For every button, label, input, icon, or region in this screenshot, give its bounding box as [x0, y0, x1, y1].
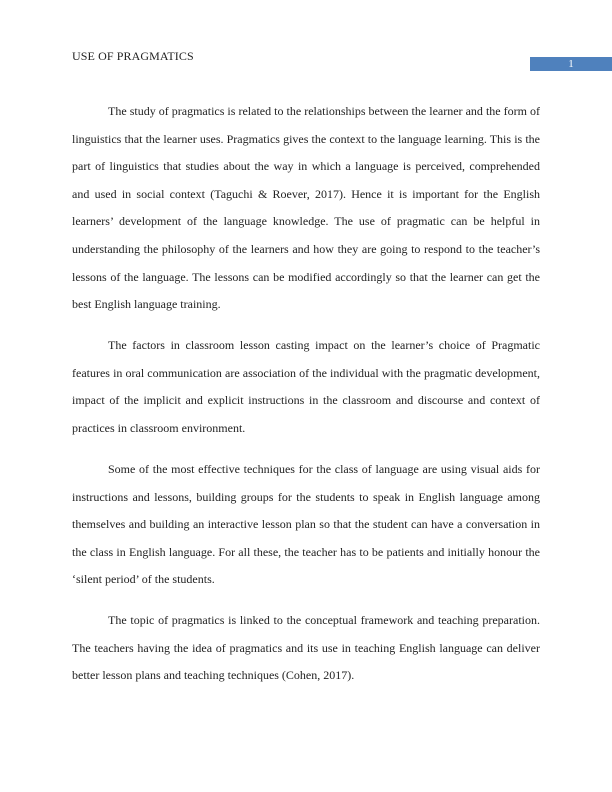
running-head-title: USE OF PRAGMATICS [72, 49, 194, 63]
paragraph-framework-link: The topic of pragmatics is linked to the conceptual framework and teaching preparation. The teachers having the idea of pragmatics and its use in teaching English language can deliver better lesson plans and teaching techniques (Cohen, 2017). [72, 613, 540, 683]
page-number: 1 [530, 57, 612, 71]
document-body [72, 98, 540, 703]
paragraph-effective-techniques: Some of the most effective techniques for the class of language are using visual aids for instructions and lessons, building groups for the students to speak in English language among themselves and building an interactive lesson plan so that the student can have a conversation in the class in English language. For all these, the teacher has to be patients and initially honour the ‘silent period’ of the students. [72, 461, 540, 587]
paragraph-pragmatics-definition: The study of pragmatics is related to the relationships between the learner and the form of linguistics that the learner uses. Pragmatics gives the context to the language learning. This is the part of linguistics that studies about the way in which a language is perceived, comprehended and used in social context (Taguchi & Roever, 2017). Hence it is important for the English learners’ development of the language knowledge. The use of pragmatic can be helpful in understanding the philosophy of the learners and how they are going to respond to the teacher’s lessons of the language. The lessons can be modified accordingly so that the learner can get the best English language training. [72, 104, 540, 312]
paragraph-classroom-factors: The factors in classroom lesson casting impact on the learner’s choice of Pragmatic features in oral communication are association of the individual with the pragmatic development, impact of the implicit and explicit instructions in the classroom and discourse and context of practices in classroom environment. [72, 338, 540, 435]
